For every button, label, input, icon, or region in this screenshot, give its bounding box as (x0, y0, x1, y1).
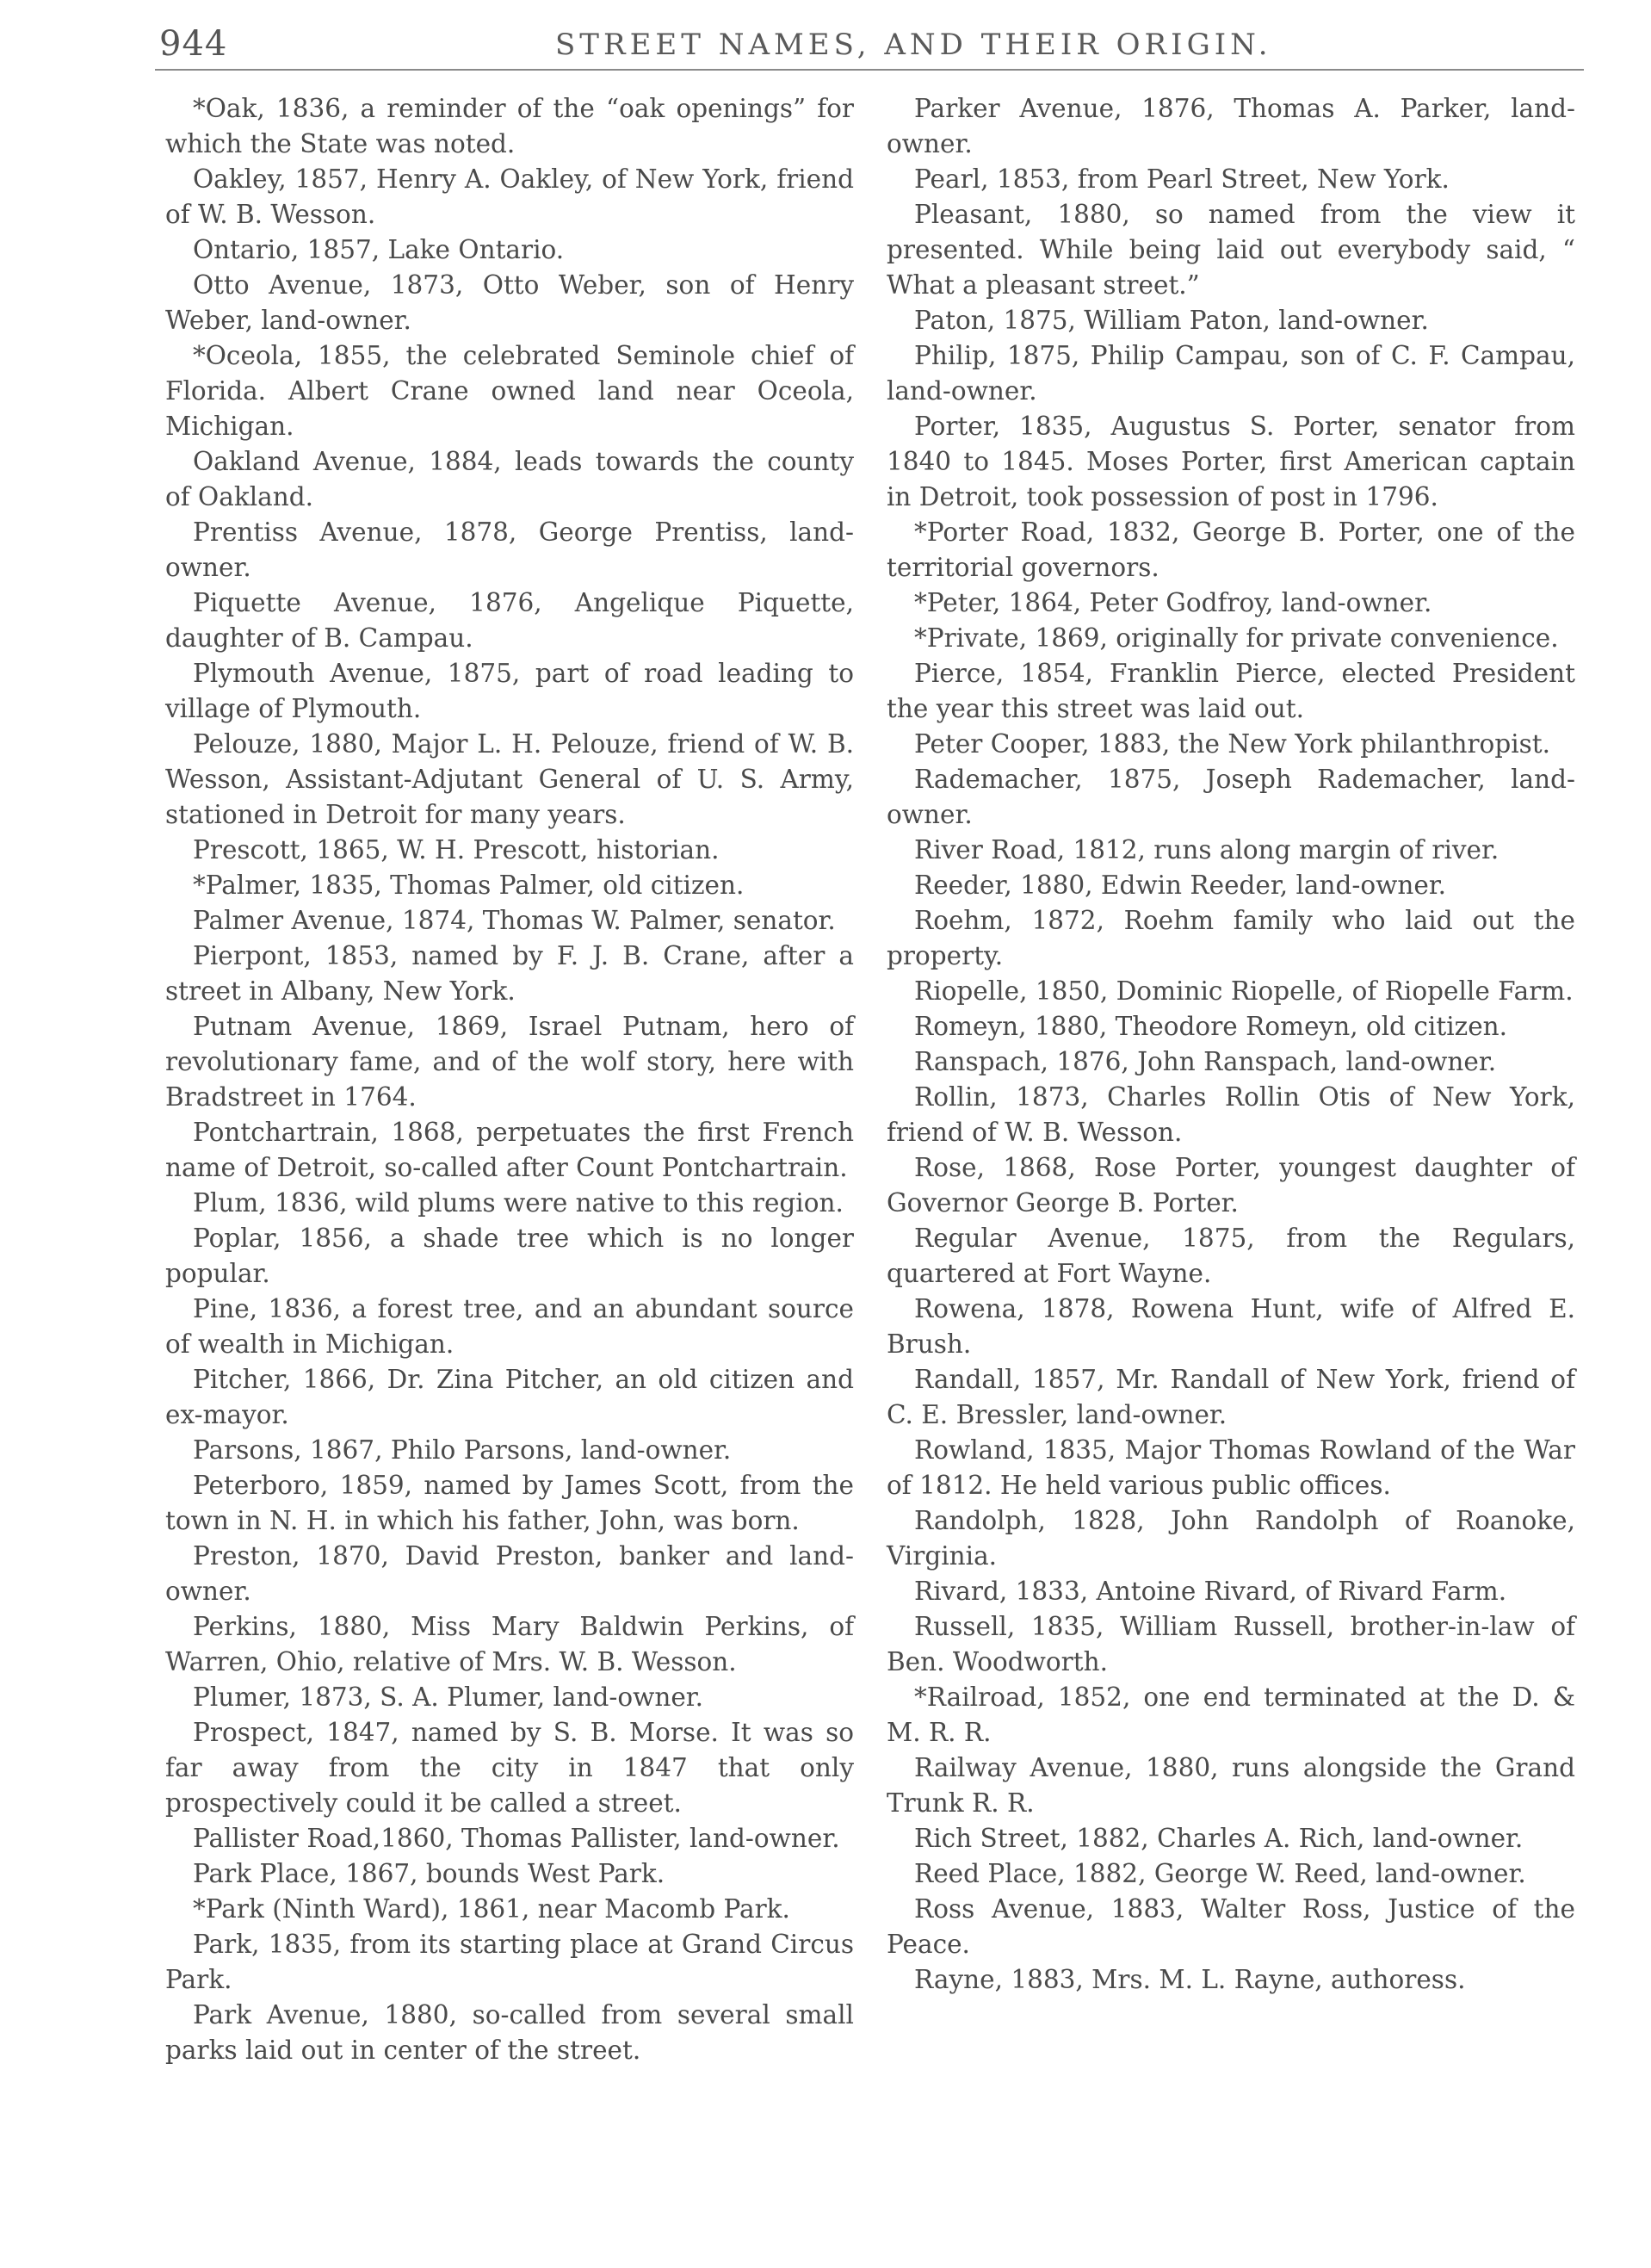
street-entry: Pearl, 1853, from Pearl Street, New York. (914, 164, 1450, 194)
street-entry: Roehm, 1872, Roehm family who laid out the property. (887, 906, 1575, 970)
street-entry: Ontario, 1857, Lake Ontario. (193, 235, 565, 264)
street-entry: Poplar, 1856, a shade tree which is no longer popular. (165, 1224, 854, 1288)
street-entry: Pierce, 1854, Franklin Pierce, elected President the year this street was laid out. (887, 659, 1575, 723)
street-entry: Rowland, 1835, Major Thomas Rowland of the War of 1812. He held various public offices. (887, 1435, 1575, 1500)
street-entry: Romeyn, 1880, Theodore Romeyn, old citizen. (914, 1012, 1508, 1041)
street-entry: Peter Cooper, 1883, the New York philanthropist. (914, 729, 1551, 759)
street-entry: Prescott, 1865, W. H. Prescott, historian. (193, 835, 720, 864)
street-entry: Oakley, 1857, Henry A. Oakley, of New York, friend of W. B. Wesson. (165, 164, 854, 229)
street-entry: Parker Avenue, 1876, Thomas A. Parker, land-owner. (887, 94, 1575, 158)
header-rule (155, 69, 1584, 71)
street-entry: *Park (Ninth Ward), 1861, near Macomb Park. (193, 1894, 790, 1924)
street-entry: Piquette Avenue, 1876, Angelique Piquette, daughter of B. Campau. (165, 588, 854, 653)
street-entry: *Oak, 1836, a reminder of the “oak openings” for which the State was noted. (165, 94, 854, 158)
street-entry: Otto Avenue, 1873, Otto Weber, son of Henry Weber, land-owner. (165, 270, 854, 335)
street-entry: Reed Place, 1882, George W. Reed, land-owner. (914, 1859, 1526, 1888)
street-entry: Rollin, 1873, Charles Rollin Otis of New York, friend of W. B. Wesson. (887, 1082, 1575, 1147)
street-entry: Park Avenue, 1880, so-called from several small parks laid out in center of the street. (165, 2000, 854, 2065)
street-entry: Porter, 1835, Augustus S. Porter, senator from 1840 to 1845. Moses Porter, first American captain in Detroit, took possession of post in 1796. (887, 412, 1575, 511)
street-entry: Park Place, 1867, bounds West Park. (193, 1859, 665, 1888)
street-entry: Pelouze, 1880, Major L. H. Pelouze, friend of W. B. Wesson, Assistant-Adjutant General of U. S. Army, stationed in Detroit for many years. (165, 729, 854, 829)
street-entry: *Porter Road, 1832, George B. Porter, one of the territorial governors. (887, 517, 1575, 582)
street-entry: Railway Avenue, 1880, runs alongside the Grand Trunk R. R. (887, 1753, 1575, 1818)
street-entry: Rayne, 1883, Mrs. M. L. Rayne, authoress. (914, 1965, 1466, 1994)
page-number: 944 (159, 24, 228, 64)
street-entry: *Palmer, 1835, Thomas Palmer, old citizen. (193, 871, 745, 900)
street-entry: Ranspach, 1876, John Ranspach, land-owner. (914, 1047, 1497, 1076)
street-entry: Pitcher, 1866, Dr. Zina Pitcher, an old citizen and ex-mayor. (165, 1365, 854, 1429)
street-entry: Perkins, 1880, Miss Mary Baldwin Perkins, of Warren, Ohio, relative of Mrs. W. B. Wesson. (165, 1612, 854, 1676)
left-column (165, 91, 854, 2068)
street-entry: Pontchartrain, 1868, perpetuates the first French name of Detroit, so-called after Count Pontchartrain. (165, 1118, 854, 1182)
street-entry: Rivard, 1833, Antoine Rivard, of Rivard Farm. (914, 1577, 1507, 1606)
street-entry: Rowena, 1878, Rowena Hunt, wife of Alfred E. Brush. (887, 1294, 1575, 1359)
street-entry: Ross Avenue, 1883, Walter Ross, Justice of the Peace. (887, 1894, 1575, 1959)
street-entry: *Railroad, 1852, one end terminated at the D. & M. R. R. (887, 1682, 1575, 1747)
running-title: STREET NAMES, AND THEIR ORIGIN. (555, 28, 1272, 62)
street-entry: Philip, 1875, Philip Campau, son of C. F. Campau, land-owner. (887, 341, 1575, 406)
street-entry: *Oceola, 1855, the celebrated Seminole chief of Florida. Albert Crane owned land near Oceola, Michigan. (165, 341, 854, 441)
street-entry: *Peter, 1864, Peter Godfroy, land-owner. (914, 588, 1432, 617)
street-entry: River Road, 1812, runs along margin of river. (914, 835, 1500, 864)
street-entry: Putnam Avenue, 1869, Israel Putnam, hero of revolutionary fame, and of the wolf story, here with Bradstreet in 1764. (165, 1012, 854, 1112)
street-entry: Palmer Avenue, 1874, Thomas W. Palmer, senator. (193, 906, 836, 935)
street-entry: Paton, 1875, William Paton, land-owner. (914, 306, 1429, 335)
right-column (887, 91, 1575, 1998)
street-entry: Rademacher, 1875, Joseph Rademacher, land-owner. (887, 765, 1575, 829)
street-entry: Riopelle, 1850, Dominic Riopelle, of Riopelle Farm. (914, 976, 1574, 1006)
street-entry: *Private, 1869, originally for private convenience. (914, 623, 1559, 653)
street-entry: Prentiss Avenue, 1878, George Prentiss, land-owner. (165, 517, 854, 582)
street-entry: Russell, 1835, William Russell, brother-in-law of Ben. Woodworth. (887, 1612, 1575, 1676)
page-header (159, 24, 1588, 76)
street-entry: Pierpont, 1853, named by F. J. B. Crane, after a street in Albany, New York. (165, 941, 854, 1006)
street-entry: Prospect, 1847, named by S. B. Morse. It was so far away from the city in 1847 that only prospectively could it be called a street. (165, 1718, 854, 1818)
street-entry: Rose, 1868, Rose Porter, youngest daughter of Governor George B. Porter. (887, 1153, 1575, 1218)
street-entry: Park, 1835, from its starting place at Grand Circus Park. (165, 1930, 854, 1994)
street-entry: Reeder, 1880, Edwin Reeder, land-owner. (914, 871, 1447, 900)
street-entry: Rich Street, 1882, Charles A. Rich, land-owner. (914, 1824, 1524, 1853)
street-entry: Regular Avenue, 1875, from the Regulars, quartered at Fort Wayne. (887, 1224, 1575, 1288)
street-entry: Pallister Road,1860, Thomas Pallister, land-owner. (193, 1824, 840, 1853)
street-entry: Plumer, 1873, S. A. Plumer, land-owner. (193, 1682, 704, 1712)
street-entry: Preston, 1870, David Preston, banker and land-owner. (165, 1541, 854, 1606)
street-entry: Randall, 1857, Mr. Randall of New York, friend of C. E. Bressler, land-owner. (887, 1365, 1575, 1429)
street-entry: Plymouth Avenue, 1875, part of road leading to village of Plymouth. (165, 659, 854, 723)
street-entry: Pleasant, 1880, so named from the view it presented. While being laid out everybody said, “ What a pleasant street.” (887, 200, 1575, 300)
street-entry: Oakland Avenue, 1884, leads towards the county of Oakland. (165, 447, 854, 511)
street-entry: Peterboro, 1859, named by James Scott, from the town in N. H. in which his father, John, was born. (165, 1471, 854, 1535)
street-entry: Pine, 1836, a forest tree, and an abundant source of wealth in Michigan. (165, 1294, 854, 1359)
street-entry: Randolph, 1828, John Randolph of Roanoke, Virginia. (887, 1506, 1575, 1571)
street-entry: Plum, 1836, wild plums were native to this region. (193, 1188, 844, 1218)
street-entry: Parsons, 1867, Philo Parsons, land-owner. (193, 1435, 732, 1465)
